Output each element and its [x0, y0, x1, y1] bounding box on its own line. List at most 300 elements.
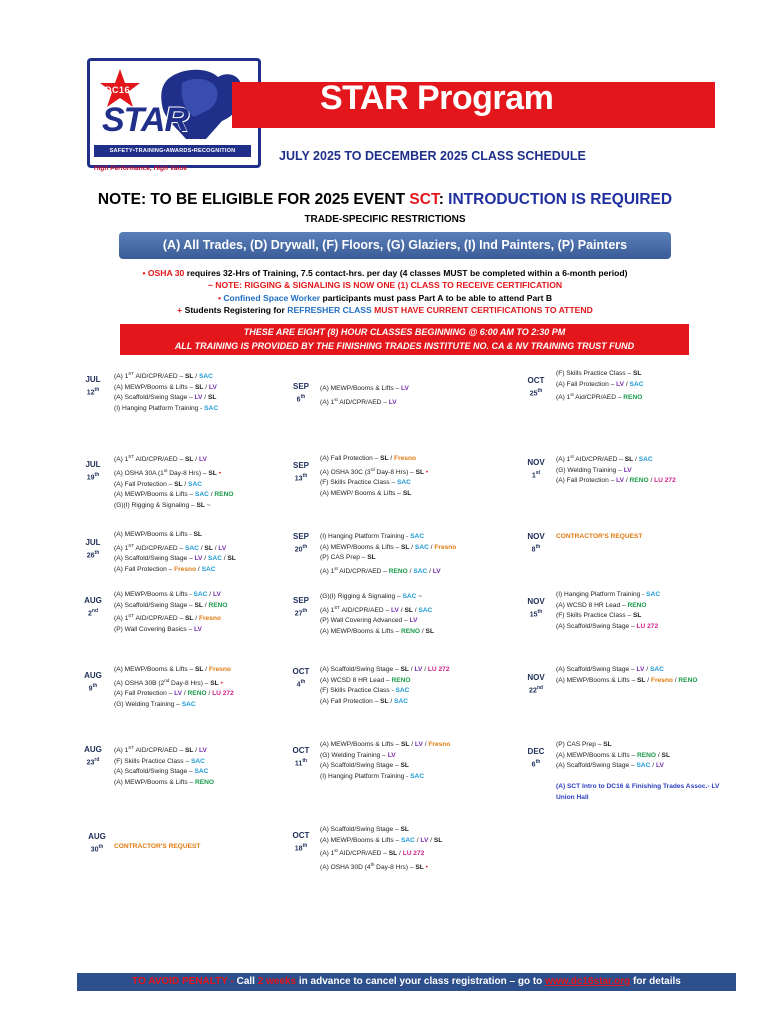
class-date — [281, 382, 321, 405]
date-day-number: 23 — [86, 759, 95, 767]
location-lv: LV — [198, 747, 207, 755]
class-text: (A) MEWP/ Booms & Lifts – — [320, 489, 403, 497]
class-text: AID/CPR/AED – — [134, 544, 185, 552]
location-sl: SL — [174, 480, 183, 488]
class-text: (A) MEWP/Booms & Lifts – — [556, 676, 637, 684]
hours-line-1: THESE ARE EIGHT (8) HOUR CLASSES BEGINNING @ 6:00 AM TO 2:30 PM — [243, 327, 566, 337]
footer-penalty: TO AVOID PENALTY - — [132, 976, 237, 987]
class-text: (A) Fall Protection – — [320, 697, 381, 705]
class-text: (I) Hanging Platform Training - — [556, 591, 647, 598]
location-sac: SAC — [413, 567, 428, 575]
location-reno: RENO — [627, 601, 647, 609]
location-sup: ST — [128, 454, 135, 459]
location-sl: SL — [380, 455, 389, 462]
class-list — [320, 665, 450, 707]
note-prefix: NOTE: TO BE ELIGIBLE FOR 2025 EVENT — [97, 191, 410, 208]
class-date — [281, 532, 321, 555]
class-text: (F) Skills Practice Class - — [320, 687, 396, 695]
location-lv: LV — [194, 625, 202, 633]
class-text: (A) OSHA 30C (3 — [320, 468, 371, 476]
class-text: / — [207, 591, 213, 598]
location-fresno: Fresno — [394, 455, 417, 462]
date-day-number: 12 — [86, 389, 95, 397]
location-reno: RENO — [388, 567, 408, 575]
location-sac: SAC — [400, 836, 415, 844]
class-date — [516, 747, 556, 770]
class-text: AID/CPR/AED – — [337, 850, 389, 858]
class-item — [320, 603, 434, 617]
class-list — [114, 452, 233, 511]
class-text: (A) 1 — [114, 615, 129, 623]
class-text: Day-8 Hrs) – — [167, 469, 209, 477]
class-list — [114, 530, 236, 576]
class-text: / — [193, 747, 199, 755]
class-item — [114, 565, 236, 576]
location-lv: LV — [194, 555, 203, 563]
date-month: DEC — [527, 747, 545, 756]
class-text: (A) 1 — [556, 394, 571, 402]
rules-block — [0, 267, 770, 317]
class-item — [320, 543, 456, 554]
class-item — [114, 480, 233, 491]
class-text: (A) Scaffold/Swing Stage – — [556, 666, 637, 673]
class-item — [114, 490, 233, 501]
class-text: / — [221, 555, 228, 563]
date-month: NOV — [527, 673, 545, 682]
location-sup: st — [570, 392, 574, 398]
class-item — [320, 564, 456, 578]
class-text: (A) Scaffold/Swing Stage – — [320, 826, 401, 833]
class-date — [281, 831, 321, 854]
class-date — [73, 671, 113, 694]
location-sac: SAC — [181, 700, 196, 708]
class-text: (A) 1 — [114, 747, 129, 755]
class-item — [556, 466, 676, 477]
refresher-a: Students Registering for — [182, 305, 288, 316]
location-sct: Union Hall — [556, 793, 589, 801]
class-text: / — [644, 666, 650, 673]
location-sl: SL — [400, 543, 410, 551]
class-text: / — [206, 690, 213, 698]
date-day-number: 8 — [531, 546, 536, 554]
location-sl: SL — [367, 554, 376, 562]
class-text: (A) 1 — [320, 567, 335, 575]
class-item — [114, 501, 233, 512]
date-day — [281, 756, 321, 769]
location-reno: RENO — [187, 690, 207, 698]
date-day-number: 13 — [294, 475, 303, 483]
location-sac: SAC — [207, 555, 222, 563]
location-reno: RENO — [208, 601, 228, 609]
location-fresno: Fresno — [174, 565, 197, 573]
class-text: (A) Fall Protection – — [114, 690, 175, 698]
class-item — [320, 686, 450, 697]
class-text: / — [428, 543, 435, 551]
class-item — [320, 592, 434, 603]
class-list — [556, 452, 676, 487]
confined-name: Confined Space Worker — [223, 292, 321, 303]
class-item — [320, 454, 428, 465]
location-lv: LV — [391, 606, 399, 614]
location-sl: SL — [632, 612, 642, 620]
date-day-number: 22 — [529, 687, 537, 695]
date-day-suffix: th — [302, 758, 308, 764]
class-list — [556, 740, 719, 804]
location-lu: LU 272 — [636, 622, 659, 630]
location-sac: SAC — [649, 666, 664, 673]
location-sl: SL — [433, 836, 443, 844]
class-date — [516, 597, 556, 620]
trade-restrictions-heading: TRADE-SPECIFIC RESTRICTIONS — [304, 214, 466, 225]
website-link[interactable]: www.dc16star.org — [545, 976, 631, 987]
footer-text: in advance to cancel your class registration – go to — [296, 976, 546, 987]
location-sac: SAC — [201, 565, 216, 573]
location-lv: LV — [616, 380, 625, 388]
class-text: / — [650, 762, 656, 770]
location-sl: SL — [194, 601, 203, 609]
class-text: (A) MEWP/Booms & Lifts – — [320, 385, 401, 392]
date-day-number: 30 — [90, 846, 99, 854]
refresher-b: REFRESHER CLASS — [287, 305, 372, 316]
cancellation-footer — [77, 973, 736, 991]
class-item — [556, 390, 643, 404]
location-lv: LV — [388, 398, 397, 406]
location-sup: st — [570, 454, 574, 459]
class-text: AID/CPR/AED – — [337, 567, 389, 575]
class-item — [114, 466, 233, 480]
class-item — [114, 393, 218, 404]
class-date — [516, 532, 556, 555]
location-sl: SL — [632, 370, 642, 377]
class-text: / — [414, 836, 421, 844]
class-text: (A) 1 — [556, 456, 571, 464]
class-item — [320, 616, 434, 627]
class-text: (A) Scaffold/Swing Stage – — [114, 555, 195, 563]
class-text: (A) MEWP/Booms & Lifts – — [114, 491, 195, 499]
location-sac: SAC — [204, 404, 219, 412]
date-day-number: 26 — [86, 552, 95, 560]
class-item — [114, 369, 218, 383]
location-fresno: Fresno — [434, 543, 457, 551]
date-day — [281, 471, 321, 484]
location-sac: SAC — [402, 593, 417, 600]
location-sup: nd — [164, 677, 170, 683]
class-text: / — [193, 615, 199, 623]
location-sl: SL — [185, 615, 194, 623]
class-text: / — [408, 666, 415, 673]
class-item — [320, 740, 450, 751]
class-text: / — [203, 383, 209, 391]
date-day — [73, 755, 113, 768]
date-day-suffix: th — [92, 683, 98, 689]
date-day-suffix: th — [300, 679, 306, 685]
location-sl: SL — [210, 679, 219, 687]
note-intro: INTRODUCTION IS REQUIRED — [448, 191, 673, 208]
class-item — [556, 751, 719, 762]
date-day — [77, 842, 117, 855]
class-text: (A) 1 — [320, 398, 335, 406]
location-sac: SAC — [636, 762, 651, 770]
class-item — [556, 665, 697, 676]
class-item — [114, 404, 218, 415]
location-sac: SAC — [194, 768, 209, 776]
date-day — [73, 385, 113, 398]
class-date — [73, 375, 113, 398]
date-month: SEP — [292, 596, 309, 605]
class-item — [114, 625, 228, 636]
class-text: / — [398, 606, 405, 614]
class-item — [114, 676, 234, 690]
class-item — [114, 383, 218, 394]
date-day-suffix: th — [537, 388, 543, 394]
location-sl: SL — [400, 666, 409, 673]
location-sl: SL — [402, 489, 412, 497]
date-day — [281, 606, 321, 619]
class-text: AID/CPR/AED – — [134, 747, 185, 755]
class-text: (A) MEWP/Booms & Lifts - — [114, 591, 194, 598]
location-lv: LV — [198, 456, 207, 464]
location-lv: LV — [636, 666, 645, 673]
class-text: Day-8 Hrs) – — [374, 468, 416, 476]
location-fresno: Fresno — [198, 615, 221, 623]
bullet-icon: • — [218, 469, 221, 477]
class-text: / — [397, 850, 403, 858]
date-day — [516, 468, 556, 481]
class-text: (G) Welding Training – — [556, 466, 624, 474]
class-item — [556, 532, 642, 543]
location-contractor: CONTRACTOR'S REQUEST — [556, 533, 643, 540]
class-text: (A) Scaffold/Swing Stage – — [114, 768, 195, 776]
date-month: OCT — [527, 376, 545, 385]
location-sac: SAC — [190, 757, 205, 765]
date-day — [73, 470, 113, 483]
class-item — [556, 622, 660, 633]
class-item — [114, 689, 234, 700]
date-day-suffix: th — [537, 609, 543, 615]
location-sl: SL — [194, 666, 204, 673]
class-item — [114, 757, 214, 768]
class-text: (A) MEWP/Booms & Lifts – — [114, 778, 195, 786]
location-sac: SAC — [394, 697, 408, 705]
osha-text: requires 32-Hrs of Training, 7.5 contact-hrs. per day (4 classes MUST be completed within a 6-month period) — [184, 268, 628, 278]
class-list — [320, 454, 428, 500]
location-sl: SL — [415, 864, 424, 872]
location-sup: rd — [370, 466, 375, 472]
location-sac: SAC — [193, 591, 208, 598]
location-sac: SAC — [396, 479, 411, 487]
location-sl: SL — [400, 741, 410, 748]
location-sl: SL — [193, 531, 202, 538]
date-day-suffix: th — [94, 387, 100, 393]
logo-dc16: DC16 — [105, 85, 131, 95]
schedule-subtitle: JULY 2025 TO DECEMBER 2025 CLASS SCHEDULE — [279, 149, 586, 163]
trades-banner: (A) All Trades, (D) Drywall, (F) Floors, (G) Glaziers, (I) Ind Painters, (P) Painters — [119, 232, 671, 259]
class-item — [114, 601, 228, 612]
class-text: / — [202, 394, 208, 402]
location-lv: LV — [414, 741, 423, 748]
class-item — [556, 476, 676, 487]
class-item — [114, 767, 214, 778]
class-item — [320, 489, 428, 500]
date-day — [516, 386, 556, 399]
date-day-number: 15 — [529, 611, 538, 619]
location-sac: SAC — [638, 456, 653, 464]
date-day — [281, 677, 321, 690]
class-text: / — [633, 456, 639, 464]
date-day — [73, 681, 113, 694]
location-lv: LV — [420, 836, 429, 844]
class-text: / — [422, 741, 429, 748]
location-sl: SL — [636, 676, 646, 684]
class-item — [320, 697, 450, 708]
date-day-suffix: th — [94, 550, 100, 556]
class-item — [114, 541, 236, 555]
class-text: / — [203, 666, 209, 673]
location-sup: th — [370, 861, 375, 867]
location-fresno: Fresno — [208, 666, 231, 673]
class-item — [320, 478, 428, 489]
class-text: / — [624, 477, 630, 485]
class-text: AID/CPR/AED – — [340, 606, 391, 614]
class-text: (A) Scaffold/Swing Stage – — [114, 394, 195, 402]
location-reno: RENO — [400, 627, 421, 635]
class-item — [114, 530, 236, 541]
logo-tagline: High Performance, High Value — [94, 165, 187, 172]
class-text: / — [202, 555, 208, 563]
class-text: (F) Skills Practice Class – — [556, 612, 633, 620]
class-text: / — [412, 606, 419, 614]
eligibility-note — [0, 191, 770, 209]
class-text: (G)(I) Rigging & Signaling – — [320, 593, 403, 600]
footer-two-weeks: 2 weeks — [257, 976, 297, 987]
note-colon: : — [438, 191, 449, 208]
location-lv: LV — [623, 466, 632, 474]
class-text: (A) Fall Protection – — [556, 380, 617, 388]
class-date — [281, 596, 321, 619]
class-text: (G) Welding Training – — [320, 751, 388, 759]
date-day-suffix: st — [535, 470, 541, 476]
location-sup: ST — [128, 613, 135, 619]
location-lu: LU 272 — [654, 477, 676, 485]
refresher-rule — [0, 304, 770, 316]
date-day-suffix: th — [302, 608, 308, 614]
location-sac: SAC — [185, 544, 199, 552]
location-reno: RENO — [678, 676, 698, 684]
class-item — [320, 761, 450, 772]
class-item — [320, 384, 409, 395]
date-day — [73, 548, 113, 561]
class-text: AID/CPR/AED – — [134, 615, 185, 623]
class-item — [320, 665, 450, 676]
location-sup: ST — [334, 604, 341, 610]
class-text: AID/CPR/AED – — [134, 456, 185, 464]
class-list — [320, 532, 456, 578]
class-item — [114, 743, 214, 757]
confined-rule — [0, 292, 770, 304]
location-lv: LV — [432, 567, 441, 575]
date-month: AUG — [84, 596, 102, 605]
location-sl: SL — [185, 747, 194, 755]
location-sl: SL — [185, 456, 194, 464]
class-text: (A) Fall Protection – — [114, 480, 175, 488]
date-day — [516, 607, 556, 620]
class-item — [320, 825, 442, 836]
class-list — [556, 590, 660, 632]
date-day-suffix: nd — [536, 685, 543, 691]
confined-text: participants must pass Part A to be able to attend Part B — [320, 292, 553, 303]
location-sl: SL — [208, 469, 217, 477]
class-text: (I) Hanging Platform Training - — [320, 772, 411, 780]
location-sl: SL — [661, 751, 670, 759]
class-text: (G)(I) Rigging & Signaling – — [114, 501, 197, 509]
class-item — [114, 778, 214, 789]
class-item — [556, 793, 719, 804]
location-reno: RENO — [623, 394, 643, 402]
class-date — [281, 667, 321, 690]
location-lv: LV — [218, 544, 227, 552]
class-text: (A) OSHA 30D (4 — [320, 864, 371, 872]
class-item — [556, 611, 660, 622]
class-item — [114, 611, 228, 625]
class-text: / — [672, 676, 679, 684]
date-month: OCT — [292, 831, 310, 840]
date-month: NOV — [527, 532, 545, 541]
date-day — [516, 757, 556, 770]
osha-name: OSHA 30 — [147, 268, 185, 278]
class-item — [320, 846, 442, 860]
date-month: AUG — [88, 832, 106, 841]
class-text: AID/CPR/AED – — [337, 398, 389, 406]
class-text: (A) 1 — [114, 544, 129, 552]
class-item — [114, 700, 234, 711]
location-sup: ST — [128, 542, 135, 548]
location-lv: LV — [194, 394, 203, 402]
bullet-icon: • — [425, 864, 428, 872]
class-text: / — [202, 601, 209, 609]
date-month: SEP — [292, 382, 309, 391]
class-item — [114, 554, 236, 565]
class-text: / — [182, 690, 188, 698]
class-list — [320, 592, 434, 638]
class-text: (P) Wall Covering Basics – — [114, 625, 195, 633]
date-day — [281, 841, 321, 854]
class-text: (A) 1 — [114, 456, 129, 464]
class-text: (A) Fall Protection – — [556, 477, 617, 485]
class-list — [114, 665, 234, 711]
class-text: (I) Hanging Platform Training - — [114, 404, 205, 412]
class-text: (A) OSHA 30A (1 — [114, 469, 164, 477]
class-list — [556, 665, 697, 686]
location-sl: SL — [388, 850, 398, 858]
location-lv: LV — [414, 666, 423, 673]
class-text: (A) Fall Protection – — [320, 455, 381, 462]
class-text: (A) MEWP/Booms & Lifts – — [114, 383, 195, 391]
class-item — [556, 601, 660, 612]
class-date — [281, 461, 321, 484]
date-day-suffix: th — [94, 472, 100, 478]
location-contractor: CONTRACTOR'S REQUEST — [114, 843, 201, 850]
class-date — [281, 746, 321, 769]
location-sac: SAC — [646, 591, 661, 598]
class-item — [320, 860, 442, 874]
location-sac: SAC — [188, 480, 202, 488]
class-date — [77, 832, 117, 855]
class-item — [556, 676, 697, 687]
location-sup: st — [334, 565, 338, 571]
bullet-icon: • — [425, 468, 429, 476]
class-item — [320, 532, 456, 543]
plus-icon: + — [177, 305, 183, 316]
